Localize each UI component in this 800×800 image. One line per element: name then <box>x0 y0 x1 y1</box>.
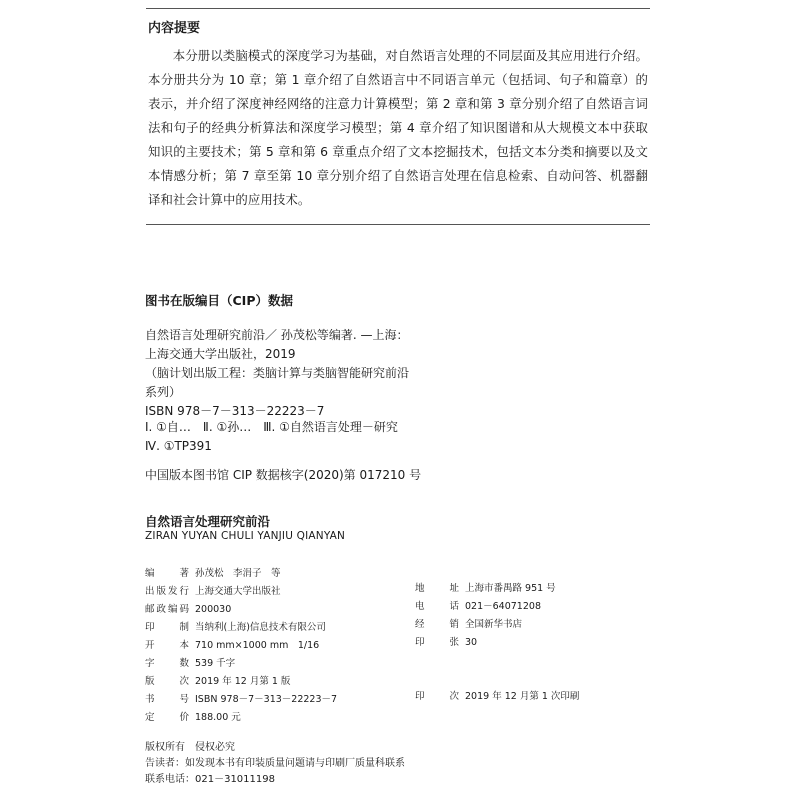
imprint-spacer <box>415 670 579 688</box>
imprint-label: 开 本 <box>145 640 189 651</box>
cip-title: 图书在版编目（CIP）数据 <box>145 293 293 308</box>
imprint-label: 邮政编码 <box>145 604 189 615</box>
imprint-label: 印 次 <box>415 691 459 702</box>
imprint-label: 版 次 <box>145 676 189 687</box>
imprint-row <box>145 583 337 601</box>
imprint-row <box>145 637 337 655</box>
imprint-row <box>145 601 337 619</box>
imprint-value: 710 mm×1000 mm 1/16 <box>195 640 320 651</box>
imprint-row <box>415 616 579 634</box>
summary-title: 内容提要 <box>148 21 201 36</box>
imprint-value: 孙茂松 李涓子 等 <box>195 568 281 579</box>
imprint-row <box>145 673 337 691</box>
imprint-row <box>415 598 579 616</box>
imprint-label: 印 张 <box>415 637 459 648</box>
imprint-label: 电 话 <box>415 601 459 612</box>
cip-number: 中国版本图书馆 CIP 数据核字(2020)第 017210 号 <box>145 468 422 482</box>
imprint-row <box>145 619 337 637</box>
imprint-value: 2019 年 12 月第 1 版 <box>195 676 291 687</box>
imprint-label: 书 号 <box>145 694 189 705</box>
book-title: 自然语言处理研究前沿 <box>145 514 271 529</box>
imprint-label: 编 著 <box>145 568 189 579</box>
cip-subject-index <box>145 418 398 456</box>
imprint-row <box>415 634 579 652</box>
imprint-right <box>415 580 579 706</box>
summary-body: 本分册以类脑模式的深度学习为基础，对自然语言处理的不同层面及其应用进行介绍。本分册共分为 10 章；第 1 章介绍了自然语言中不同语言单元（包括词、句子和篇章）的表示，并介绍了深度神经网络的注意力计算模型；第 2 章和第 3 章分别介绍了自然语言词法和句子的经典分析算法和深度学习模型；第 4 章介绍了知识图谱和从大规模文本中获取知识的主要技术；第 5 章和第 6 章重点介绍了文本挖掘技术，包括文本分类和摘要以及文本情感分析；第 7 章至第 10 章分别介绍了自然语言处理在信息检索、自动问答、机器翻译和社会计算中的应用技术。 <box>148 48 648 207</box>
imprint-row <box>415 688 579 706</box>
book-pinyin: ZIRAN YUYAN CHULI YANJIU QIANYAN <box>145 530 346 542</box>
copyright-footer <box>145 740 405 788</box>
imprint-label: 字 数 <box>145 658 189 669</box>
imprint-row <box>145 691 337 709</box>
imprint-value: 全国新华书店 <box>465 619 523 630</box>
imprint-value: 30 <box>465 637 478 648</box>
imprint-value: 当纳利(上海)信息技术有限公司 <box>195 622 326 633</box>
imprint-value: ISBN 978－7－313－22223－7 <box>195 694 338 705</box>
imprint-value: 上海市番禺路 951 号 <box>465 583 556 594</box>
imprint-value: 2019 年 12 月第 1 次印刷 <box>465 691 580 702</box>
imprint-value: 021－64071208 <box>465 601 541 612</box>
imprint-row <box>145 709 337 727</box>
top-rule <box>146 8 650 9</box>
imprint-row <box>415 580 579 598</box>
cip-line: 上海交通大学出版社，2019 <box>145 347 296 361</box>
imprint-value: 539 千字 <box>195 658 236 669</box>
imprint-label: 经 销 <box>415 619 459 630</box>
imprint-spacer <box>415 652 579 670</box>
cip-line: 自然语言处理研究前沿／ 孙茂松等编著. —上海： <box>145 328 409 342</box>
imprint-label: 印 制 <box>145 622 189 633</box>
imprint-value: 上海交通大学出版社 <box>195 586 281 597</box>
imprint-left <box>145 565 337 727</box>
contact-phone: 联系电话：021－31011198 <box>145 774 275 785</box>
cip-index-line: Ⅳ. ①TP391 <box>145 439 212 453</box>
imprint-row <box>145 565 337 583</box>
cip-line: （脑计划出版工程：类脑计算与类脑智能研究前沿 <box>145 366 410 380</box>
imprint-value: 188.00 元 <box>195 712 241 723</box>
imprint-label: 出版发行 <box>145 586 189 597</box>
cip-record <box>145 326 465 421</box>
cip-line: 系列） <box>145 385 182 399</box>
imprint-row <box>145 655 337 673</box>
imprint-value: 200030 <box>195 604 232 615</box>
imprint-label: 地 址 <box>415 583 459 594</box>
cip-index-line: Ⅰ. ①自… Ⅱ. ①孙… Ⅲ. ①自然语言处理－研究 <box>145 420 398 434</box>
cip-line: ISBN 978－7－313－22223－7 <box>145 404 325 418</box>
rights-notice: 版权所有 侵权必究 <box>145 742 235 753</box>
bottom-rule <box>146 224 650 225</box>
reader-notice: 告读者：如发现本书有印装质量问题请与印刷厂质量科联系 <box>145 758 405 769</box>
imprint-label: 定 价 <box>145 712 189 723</box>
